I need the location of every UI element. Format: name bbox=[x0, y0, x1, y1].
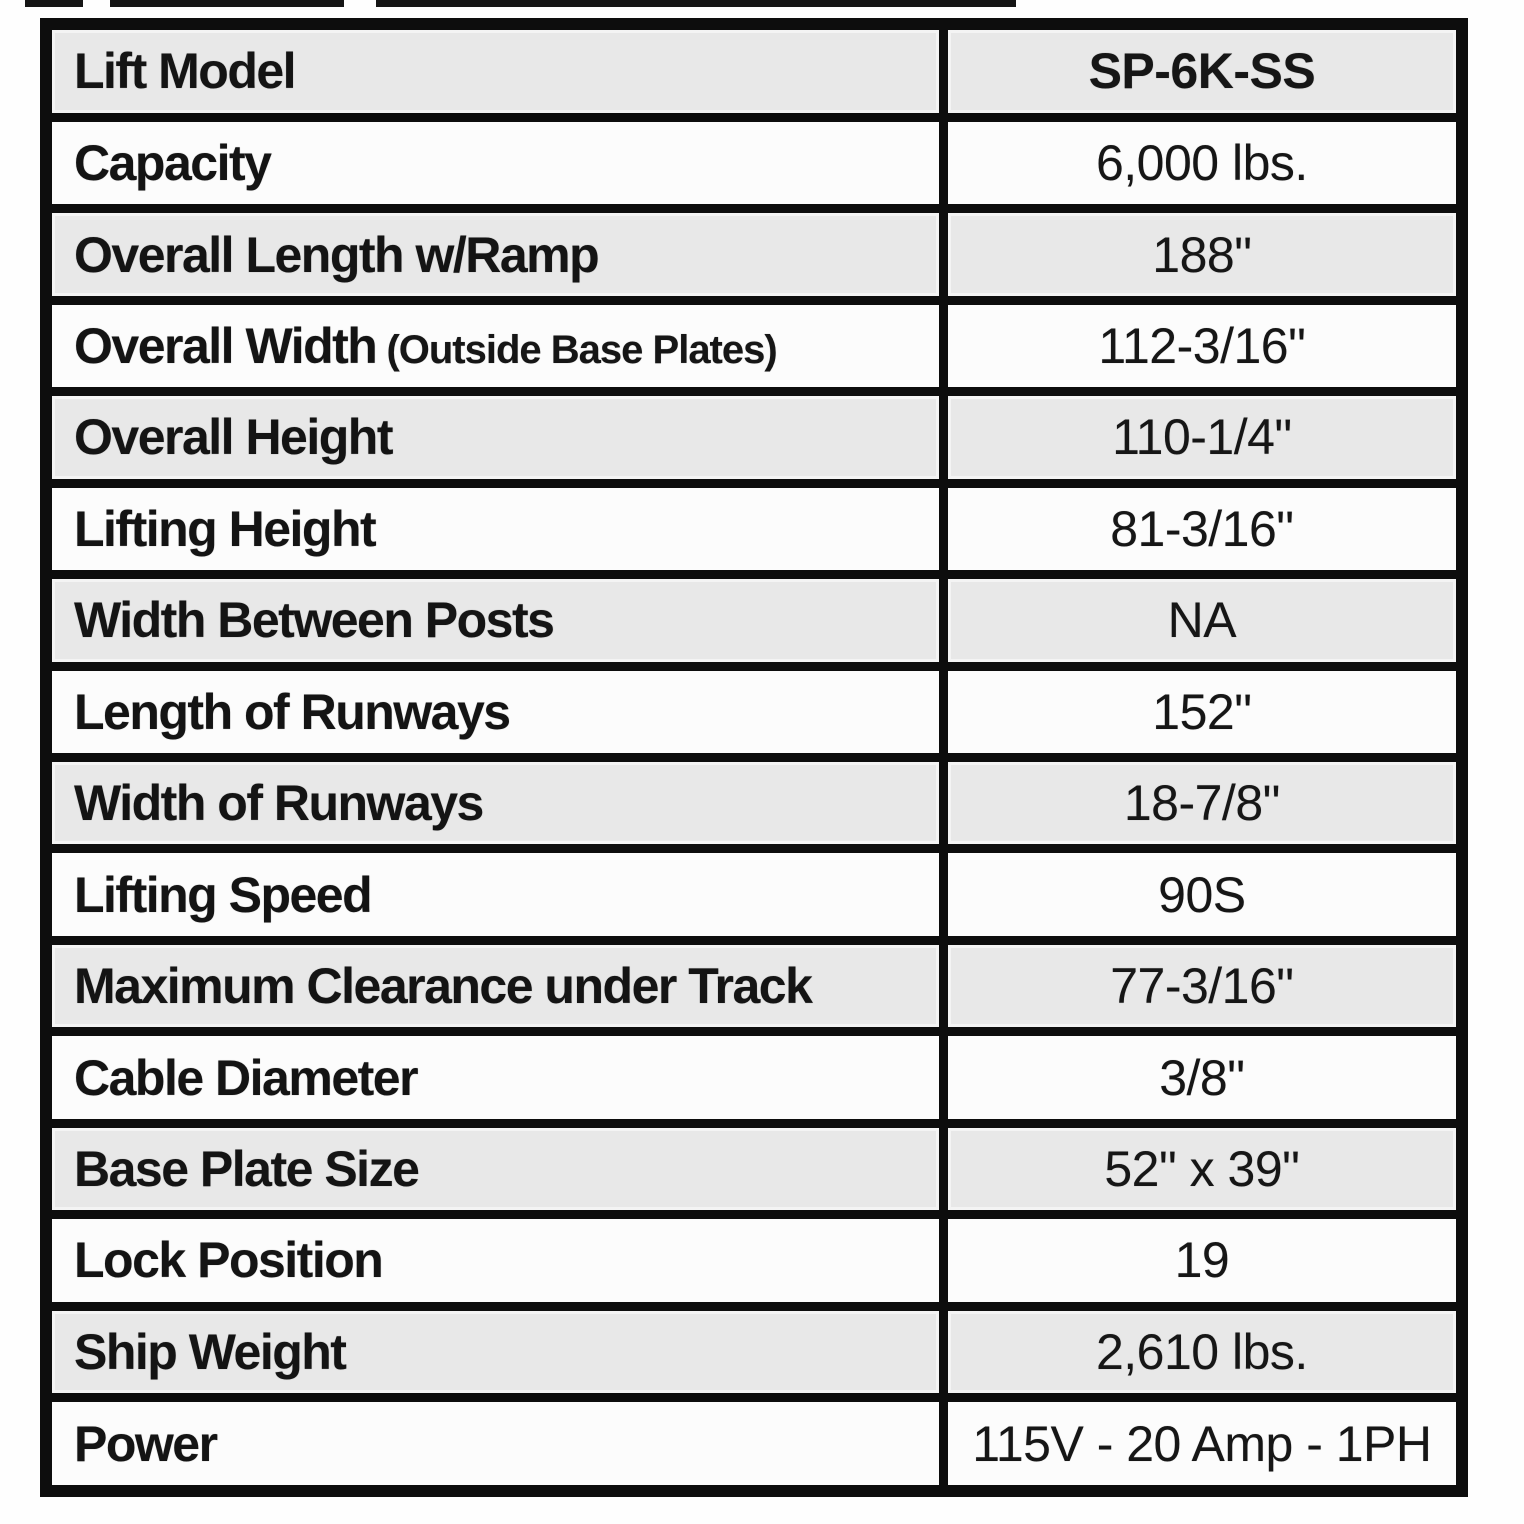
spec-value: 112-3/16" bbox=[1098, 318, 1306, 375]
spec-label-cell bbox=[46, 483, 943, 574]
spec-row bbox=[46, 940, 1462, 1031]
spec-value-cell bbox=[943, 757, 1462, 848]
spec-value: 188" bbox=[1152, 226, 1252, 283]
spec-label: Lock Position bbox=[74, 1232, 383, 1289]
spec-table bbox=[40, 18, 1468, 1497]
spec-label: Base Plate Size bbox=[74, 1140, 419, 1197]
spec-value: 18-7/8" bbox=[1123, 775, 1280, 832]
spec-row bbox=[46, 1398, 1462, 1491]
scan-artifact-line bbox=[376, 0, 1016, 7]
spec-value: 19 bbox=[1174, 1232, 1230, 1289]
spec-value-cell bbox=[943, 209, 1462, 300]
spec-value-cell bbox=[943, 666, 1462, 757]
spec-row bbox=[46, 757, 1462, 848]
spec-row bbox=[46, 1123, 1462, 1214]
spec-label-cell bbox=[46, 24, 943, 117]
spec-table-body bbox=[46, 24, 1462, 1491]
spec-value-cell bbox=[943, 1306, 1462, 1397]
spec-value: 52" x 39" bbox=[1104, 1140, 1300, 1197]
spec-row bbox=[46, 209, 1462, 300]
spec-value-cell bbox=[943, 392, 1462, 483]
spec-label-cell bbox=[46, 940, 943, 1031]
spec-value: 77-3/16" bbox=[1110, 958, 1294, 1015]
spec-label-cell bbox=[46, 1215, 943, 1306]
spec-value: 110-1/4" bbox=[1112, 409, 1292, 466]
spec-value: 152" bbox=[1152, 683, 1252, 740]
spec-value-cell bbox=[943, 1398, 1462, 1491]
spec-value: 81-3/16" bbox=[1110, 500, 1294, 557]
spec-row bbox=[46, 24, 1462, 117]
spec-row bbox=[46, 300, 1462, 391]
spec-value: 3/8" bbox=[1159, 1049, 1245, 1106]
spec-label-cell bbox=[46, 757, 943, 848]
spec-value: 115V - 20 Amp - 1PH bbox=[972, 1415, 1432, 1472]
spec-label-cell bbox=[46, 209, 943, 300]
spec-row bbox=[46, 849, 1462, 940]
spec-value-cell bbox=[943, 940, 1462, 1031]
spec-row bbox=[46, 1306, 1462, 1397]
spec-value: 90S bbox=[1158, 866, 1246, 923]
spec-value-cell bbox=[943, 1123, 1462, 1214]
spec-value: NA bbox=[1167, 592, 1237, 649]
spec-label: Lifting Speed bbox=[74, 866, 372, 923]
spec-label-cell bbox=[46, 1032, 943, 1123]
spec-label-cell bbox=[46, 117, 943, 208]
spec-label: Power bbox=[74, 1415, 217, 1472]
spec-label-cell bbox=[46, 1306, 943, 1397]
spec-label-cell bbox=[46, 1123, 943, 1214]
spec-value: 2,610 lbs. bbox=[1095, 1323, 1308, 1380]
spec-row bbox=[46, 575, 1462, 666]
spec-row bbox=[46, 666, 1462, 757]
spec-label: Length of Runways bbox=[74, 683, 510, 740]
spec-value-cell bbox=[943, 300, 1462, 391]
spec-label: Overall Width bbox=[74, 318, 377, 375]
spec-row bbox=[46, 483, 1462, 574]
spec-value-cell bbox=[943, 849, 1462, 940]
spec-label: Maximum Clearance under Track bbox=[74, 958, 812, 1015]
scan-artifact-line bbox=[25, 0, 83, 7]
spec-label: Ship Weight bbox=[74, 1323, 346, 1380]
spec-value: 6,000 lbs. bbox=[1095, 135, 1308, 192]
spec-label: Cable Diameter bbox=[74, 1049, 418, 1106]
scan-artifact-line bbox=[110, 0, 344, 7]
spec-value-cell bbox=[943, 1032, 1462, 1123]
spec-label: Lifting Height bbox=[74, 500, 376, 557]
spec-label: Capacity bbox=[74, 135, 271, 192]
spec-row bbox=[46, 392, 1462, 483]
spec-label-cell bbox=[46, 392, 943, 483]
spec-value-cell bbox=[943, 1215, 1462, 1306]
spec-label-cell bbox=[46, 849, 943, 940]
spec-label-cell bbox=[46, 575, 943, 666]
spec-label-note: (Outside Base Plates) bbox=[376, 328, 777, 373]
spec-label-cell bbox=[46, 1398, 943, 1491]
spec-row bbox=[46, 117, 1462, 208]
spec-row bbox=[46, 1032, 1462, 1123]
spec-label-cell bbox=[46, 666, 943, 757]
spec-row bbox=[46, 1215, 1462, 1306]
spec-value-cell bbox=[943, 483, 1462, 574]
spec-label: Lift Model bbox=[74, 43, 296, 100]
spec-value-cell bbox=[943, 117, 1462, 208]
spec-label: Overall Length w/Ramp bbox=[74, 226, 599, 283]
spec-value: SP-6K-SS bbox=[1088, 43, 1316, 100]
spec-label: Width of Runways bbox=[74, 775, 483, 832]
spec-value-cell bbox=[943, 575, 1462, 666]
spec-label: Width Between Posts bbox=[74, 592, 554, 649]
spec-label: Overall Height bbox=[74, 409, 392, 466]
spec-label-cell bbox=[46, 300, 943, 391]
spec-value-cell bbox=[943, 24, 1462, 117]
